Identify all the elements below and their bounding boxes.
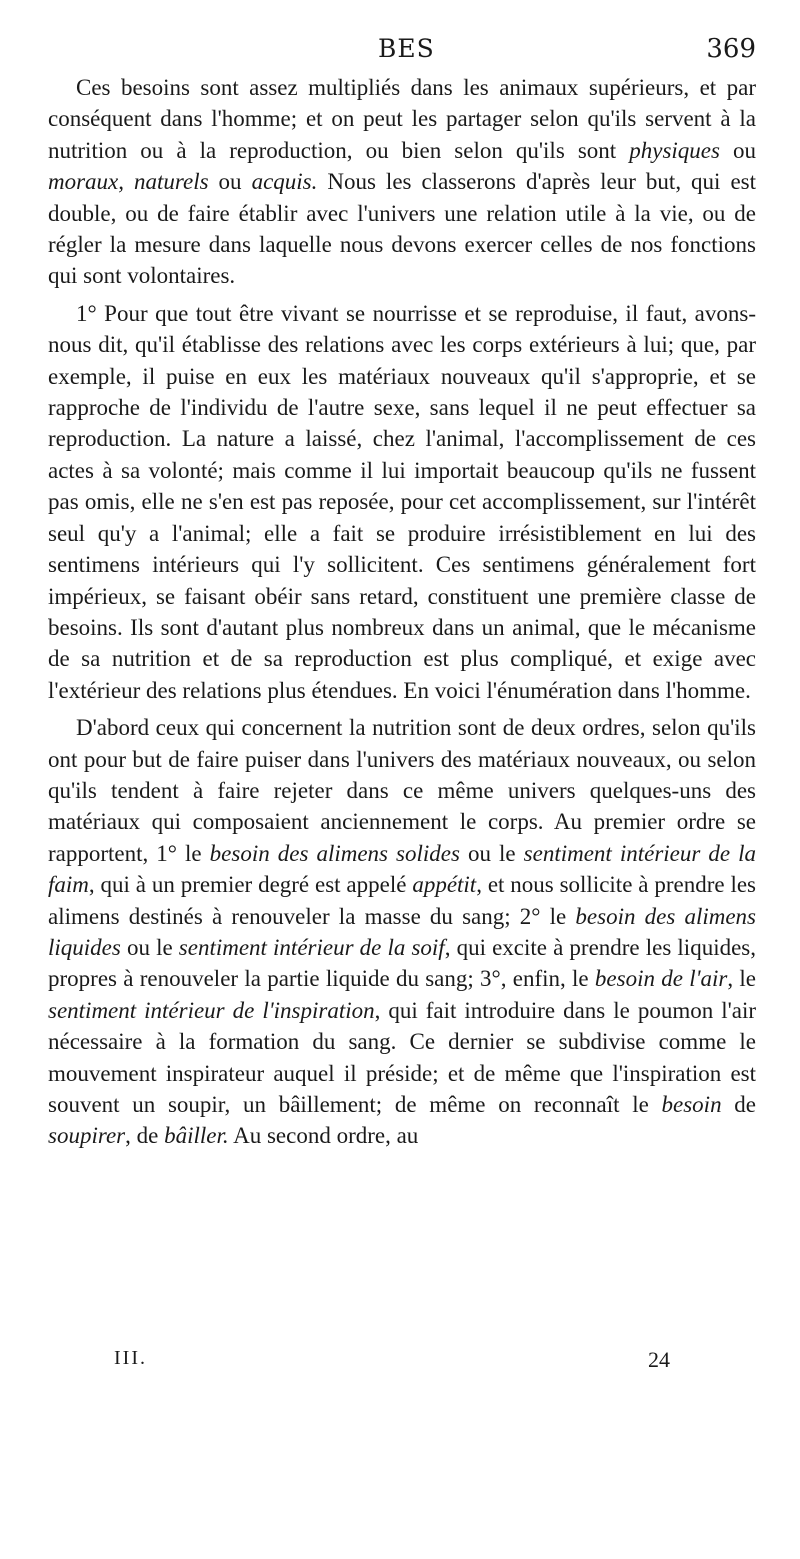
paragraph-1 bbox=[48, 72, 756, 292]
text-run: D'abord ceux qui concernent la nutrition sont de deux ordres, selon qu'ils ont pour but de faire puiser dans l'univers des matériaux nouveaux, ou selon qu'ils tendent à faire rejeter dans ce même univers quelques-uns des matériaux qui composaient anciennement le corps. Au premier ordre se rapportent, 1° le bbox=[48, 715, 756, 866]
text-run: ou bbox=[208, 169, 252, 195]
text-run: , le bbox=[727, 966, 756, 992]
running-head bbox=[48, 34, 756, 68]
signature-mark: 24 bbox=[648, 1347, 670, 1372]
text-run: ou bbox=[719, 137, 757, 163]
text-run: , et nous sollicite à prendre les alimens destinés à renouveler la masse du sang; 2° le bbox=[48, 872, 756, 929]
italic-term: besoin des alimens liquides bbox=[48, 903, 756, 960]
italic-term: sentiment intérieur de l'inspiration bbox=[48, 997, 375, 1023]
text-run: de bbox=[721, 1092, 756, 1117]
text-run: , qui à un premier degré est appelé bbox=[88, 872, 413, 898]
italic-term: sentiment intérieur de la faim bbox=[48, 840, 756, 898]
italic-term: moraux, naturels bbox=[48, 169, 209, 195]
paragraph-2: 1° Pour que tout être vivant se nourrisse et se reproduise, il faut, avons-nous dit, qu'il établisse des relations avec les corps extérieurs à lui; que, par exemple, il puise en eux les matériaux nouveaux qu'il s'approprie, et se rapproche de l'individu de l'autre sexe, sans lequel il ne peut effectuer sa reproduction. La nature a laissé, chez l'animal, l'accomplissement de ces actes à sa volonté; mais comme il lui importait beaucoup qu'ils ne fussent pas omis, elle ne s'en est pas reposée, pour cet accomplissement, sur l'intérêt seul qu'y a l'animal; elle a fait se produire irrésistiblement en lui des sentimens intérieurs qui l'y sollicitent. Ces sentimens généralement fort impérieux, se faisant obéir sans retard, constituent une première classe de besoins. Ils sont d'autant plus nombreux dans un animal, que le mécanisme de sa nutrition et de sa reproduction est plus compliqué, et exige avec l'extérieur des relations plus étendues. En voici l'énumération dans l'homme. bbox=[48, 300, 756, 703]
italic-term: sentiment intérieur de la soif bbox=[178, 934, 445, 960]
italic-term: bâiller. bbox=[164, 1123, 229, 1149]
paragraph-3 bbox=[48, 712, 756, 1152]
text-run: , qui fait introduire dans le poumon l'air nécessaire à la formation du sang. Ce dernier se subdivise comme le mouvement inspirateur auquel il préside; et de même que l'inspiration est souvent un soupir, un bâillement; de même on reconnaît le bbox=[48, 997, 756, 1117]
page-number: 369 bbox=[706, 34, 756, 64]
italic-term: acquis. bbox=[251, 169, 318, 195]
italic-term: besoin bbox=[661, 1092, 722, 1117]
text-run: ou le bbox=[120, 934, 179, 960]
italic-term: appétit bbox=[412, 872, 477, 898]
body-text bbox=[48, 72, 756, 1158]
page-footer bbox=[48, 1347, 756, 1377]
italic-term: soupirer bbox=[48, 1123, 126, 1149]
running-title: BES bbox=[378, 34, 435, 63]
italic-term: physiques bbox=[629, 137, 720, 163]
text-run: ou le bbox=[459, 840, 524, 866]
text-run: Au second ordre, au bbox=[228, 1123, 419, 1149]
italic-term: besoin de l'air bbox=[594, 966, 728, 992]
text-run: Nous les classerons d'après leur but, qui est double, ou de faire établir avec l'univers une relation utile à la vie, ou de régler la mesure dans laquelle nous devons exercer celles de nos fonctions qui sont volontaires. bbox=[48, 169, 756, 289]
text-run: Ces besoins sont assez multipliés dans les animaux supérieurs, et par conséquent dans l'homme; et on peut les partager selon qu'ils servent à la nutrition ou à la reproduction, ou bien selon qu'ils sont bbox=[48, 75, 756, 163]
volume-number: III. bbox=[114, 1347, 147, 1369]
italic-term: besoin des alimens solides bbox=[209, 840, 460, 866]
text-run: , de bbox=[125, 1123, 165, 1149]
text-run: , qui excite à prendre les liquides, propres à renouveler la partie liquide du sang; 3°, enfin, le bbox=[48, 934, 756, 992]
